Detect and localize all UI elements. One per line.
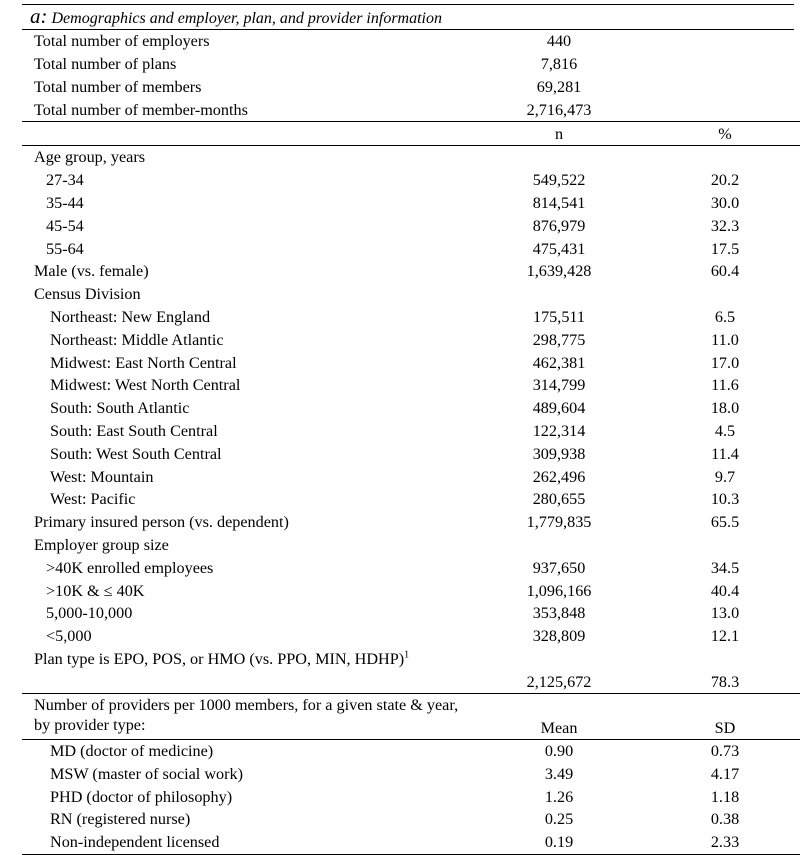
row-label: Total number of employers: [34, 32, 210, 51]
row-label: MSW (master of social work): [50, 764, 244, 783]
row-n: 475,431: [532, 239, 586, 258]
row-n: 309,938: [532, 444, 586, 463]
table-row: [22, 98, 800, 121]
table-row: [22, 465, 800, 488]
row-pct: 40.4: [710, 581, 740, 600]
row-label: Midwest: West North Central: [50, 376, 241, 395]
row-label: 55-64: [46, 239, 84, 258]
row-n: 1,639,428: [526, 262, 592, 281]
title-text: Demographics and employer, plan, and provider information: [51, 10, 442, 27]
table-row: [22, 237, 800, 260]
row-pct: 18.0: [710, 399, 740, 418]
row-n: 814,541: [532, 193, 586, 212]
table-row: [22, 511, 800, 534]
census-header: Census Division: [34, 285, 141, 304]
table-row: [22, 442, 800, 465]
row-pct: 10.3: [710, 490, 740, 509]
row-n: 353,848: [532, 604, 586, 623]
row-n: 262,496: [532, 467, 586, 486]
row-pct: 12.1: [710, 627, 740, 646]
table-row: [22, 625, 800, 648]
table-row: [22, 374, 800, 397]
table-row: [22, 192, 800, 215]
row-sd: 2.33: [644, 831, 800, 854]
row-label: 35-44: [46, 193, 84, 212]
row-pct: 20.2: [710, 171, 740, 190]
row-pct: 9.7: [714, 467, 736, 486]
row-mean: 0.19: [474, 831, 644, 854]
row-n: 175,511: [532, 307, 585, 326]
row-label: Non-independent licensed: [22, 831, 474, 854]
row-n: 489,604: [532, 399, 586, 418]
row-pct: 30.0: [710, 193, 740, 212]
row-pct: 78.3: [644, 648, 800, 694]
plan-type-label: Plan type is EPO, POS, or HMO (vs. PPO, MIN, HDHP): [34, 649, 405, 668]
row-n: 2,125,672: [474, 648, 644, 694]
table-row: [22, 214, 800, 237]
employer-size-header: Employer group size: [34, 535, 169, 554]
table-row: [22, 831, 800, 854]
row-label: Total number of members: [34, 77, 202, 96]
column-header-mean: Mean: [474, 693, 644, 739]
row-label: 45-54: [46, 216, 84, 235]
row-label: 5,000-10,000: [46, 604, 133, 623]
providers-header-row: [22, 693, 800, 739]
table-row: [22, 556, 800, 579]
table-row: [22, 306, 800, 329]
row-pct: 17.5: [710, 239, 740, 258]
table-row: [22, 739, 800, 762]
row-sd: 1.18: [710, 787, 740, 806]
table-row: [22, 808, 800, 831]
row-n: 280,655: [532, 490, 586, 509]
row-sd: 0.73: [710, 741, 740, 760]
row-mean: 1.26: [544, 787, 574, 806]
row-pct: 11.6: [711, 376, 739, 395]
row-label: <5,000: [46, 627, 92, 646]
table-row: [22, 648, 800, 694]
row-label: Northeast: New England: [50, 307, 211, 326]
row-label: [22, 648, 474, 694]
footnote-marker: 1: [404, 649, 410, 661]
providers-header: Number of providers per 1000 members, for a given state & year, by provider type:: [22, 693, 474, 739]
column-header-row: [22, 122, 800, 146]
row-label: >10K & ≤ 40K: [46, 581, 145, 600]
table-row: [22, 351, 800, 374]
row-label: PHD (doctor of philosophy): [50, 787, 233, 806]
row-mean: 0.90: [544, 741, 574, 760]
row-pct: 34.5: [710, 558, 740, 577]
row-n: 549,522: [532, 171, 586, 190]
row-pct: 11.4: [711, 444, 739, 463]
row-value: 69,281: [536, 77, 582, 96]
table-row: [22, 602, 800, 625]
row-label: Total number of plans: [34, 55, 177, 74]
row-label: Total number of member-months: [22, 98, 474, 121]
row-sd: 0.38: [710, 810, 740, 829]
age-group-header: Age group, years: [34, 148, 146, 167]
row-pct: 17.0: [710, 353, 740, 372]
row-pct: 6.5: [714, 307, 736, 326]
row-value: 2,716,473: [474, 98, 644, 121]
row-label: RN (registered nurse): [50, 810, 191, 829]
row-n: 314,799: [532, 376, 586, 395]
row-n: 1,779,835: [526, 513, 592, 532]
row-label: Midwest: East North Central: [50, 353, 237, 372]
row-label: Northeast: Middle Atlantic: [50, 330, 224, 349]
row-label: South: South Atlantic: [50, 399, 190, 418]
row-label: South: East South Central: [50, 421, 218, 440]
row-pct: 13.0: [710, 604, 740, 623]
table-title: [22, 4, 794, 30]
row-pct: 65.5: [710, 513, 740, 532]
row-label: Male (vs. female): [34, 262, 149, 281]
row-pct: 60.4: [710, 262, 740, 281]
row-n: 1,096,166: [526, 581, 592, 600]
table-row: [22, 30, 800, 53]
section-header: [22, 534, 800, 557]
table-row: [22, 260, 800, 283]
row-label: Primary insured person (vs. dependent): [34, 513, 289, 532]
row-n: 122,314: [532, 421, 586, 440]
section-header: [22, 283, 800, 306]
row-label: South: West South Central: [50, 444, 222, 463]
section-header: [22, 145, 800, 168]
row-value: 440: [546, 32, 572, 51]
row-pct: 11.0: [711, 330, 739, 349]
column-header-sd: SD: [644, 693, 800, 739]
table-row: [22, 169, 800, 192]
table-row: [22, 488, 800, 511]
row-mean: 0.25: [544, 810, 574, 829]
row-sd: 4.17: [710, 764, 740, 783]
table-row: [22, 579, 800, 602]
row-n: 328,809: [532, 627, 586, 646]
column-header-n: n: [474, 122, 644, 146]
row-label: West: Pacific: [50, 490, 136, 509]
row-n: 462,381: [532, 353, 586, 372]
row-pct: 4.5: [714, 421, 736, 440]
row-label: MD (doctor of medicine): [50, 741, 214, 760]
table-row: [22, 762, 800, 785]
table-row: [22, 397, 800, 420]
row-n: 937,650: [532, 558, 586, 577]
column-header-pct: %: [644, 122, 800, 146]
table-row: [22, 328, 800, 351]
demographics-table: [22, 30, 800, 855]
table-row: [22, 53, 800, 76]
row-n: 876,979: [532, 216, 586, 235]
table-row: [22, 785, 800, 808]
row-n: 298,775: [532, 330, 586, 349]
row-mean: 3.49: [544, 764, 574, 783]
table-row: [22, 420, 800, 443]
row-label: West: Mountain: [50, 467, 154, 486]
table-row: [22, 76, 800, 99]
row-value: 7,816: [540, 55, 578, 74]
row-label: >40K enrolled employees: [46, 558, 214, 577]
row-pct: 32.3: [710, 216, 740, 235]
row-label: 27-34: [46, 171, 84, 190]
panel-letter: a:: [30, 4, 48, 28]
